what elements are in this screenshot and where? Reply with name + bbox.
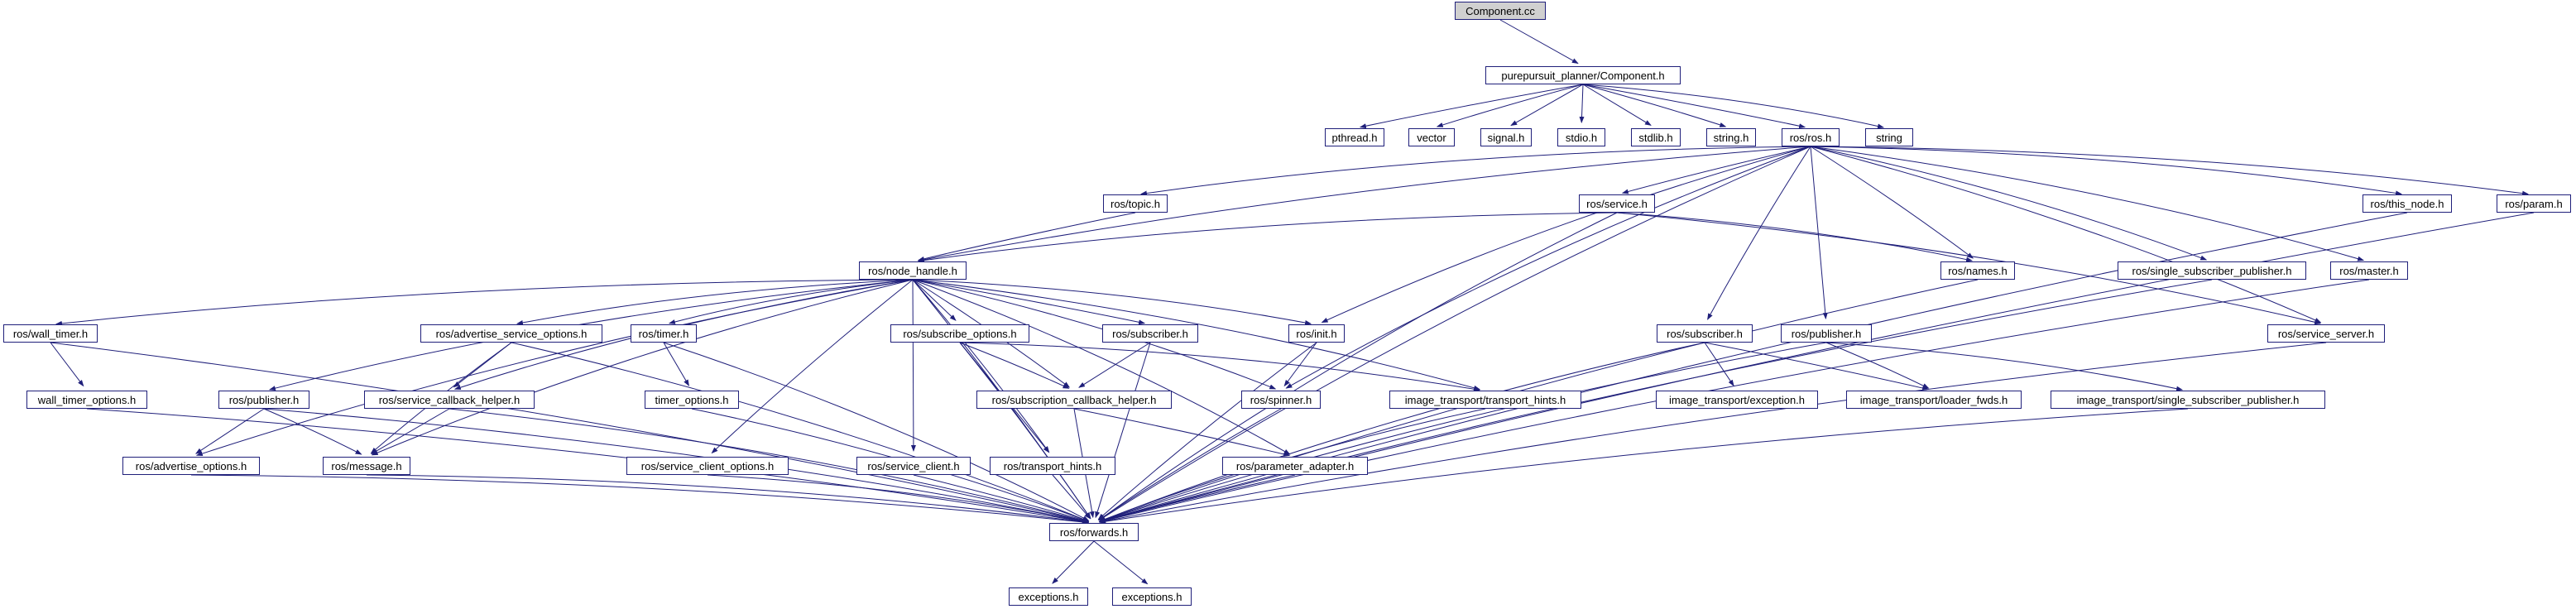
graph-edge <box>264 409 362 454</box>
graph-node-label: ros/topic.h <box>1111 197 1160 210</box>
graph-node-ros-single-sub-pub[interactable] <box>2118 261 2306 280</box>
graph-edge <box>919 213 1617 261</box>
graph-edge <box>1583 84 1651 125</box>
graph-edge <box>1141 146 1811 194</box>
graph-node-ros-service-callback-helper[interactable] <box>364 391 535 409</box>
graph-edge <box>1079 343 1150 387</box>
graph-node-ros-service[interactable] <box>1579 194 1655 213</box>
graph-node-label: stdio.h <box>1565 131 1598 144</box>
graph-edge <box>1811 146 2320 323</box>
graph-edge <box>1811 146 2401 194</box>
graph-edge <box>960 343 1480 390</box>
graph-node-ros-publisher2[interactable] <box>1781 324 1872 343</box>
graph-node-it-single-sub-pub[interactable] <box>2051 391 2325 409</box>
graph-edge <box>1623 146 1811 193</box>
graph-node-label: ros/publisher.h <box>228 393 300 406</box>
graph-node-label: stdlib.h <box>1638 131 1673 144</box>
graph-edge <box>913 280 1290 454</box>
graph-edge <box>1705 343 1734 386</box>
graph-edge <box>960 343 1091 518</box>
graph-node-label: ros/message.h <box>331 459 402 472</box>
graph-edge <box>1500 20 1578 64</box>
graph-edge <box>1074 409 1289 456</box>
graph-node-label: ros/transport_hints.h <box>1003 459 1102 472</box>
graph-node-label: image_transport/loader_fwds.h <box>1859 393 2008 406</box>
graph-node-timer-options[interactable] <box>645 391 739 409</box>
graph-edge <box>1811 146 1973 258</box>
graph-node-ros-topic[interactable] <box>1103 194 1168 213</box>
graph-node-label: ros/service_client_options.h <box>640 459 775 472</box>
graph-node-string[interactable] <box>1865 128 1913 146</box>
graph-edge <box>913 280 914 451</box>
graph-node-stdio[interactable] <box>1557 128 1605 146</box>
graph-node-label: string.h <box>1713 131 1749 144</box>
graph-edge <box>1811 146 2206 260</box>
graph-node-label: image_transport/single_subscriber_publisher.h <box>2076 393 2300 406</box>
graph-edge <box>913 280 1311 324</box>
graph-edge <box>913 280 1049 453</box>
graph-node-ros-service-client[interactable] <box>856 457 971 475</box>
graph-node-label: ros/subscriber.h <box>1667 327 1743 340</box>
graph-node-ros-subscriber2[interactable] <box>1657 324 1753 343</box>
graph-node-label: ros/node_handle.h <box>868 264 957 277</box>
graph-node-ros-advertise-service-options[interactable] <box>420 324 602 343</box>
graph-edge <box>367 475 1088 523</box>
graph-node-label: exceptions.h <box>1121 590 1182 603</box>
graph-node-stdlib[interactable] <box>1631 128 1681 146</box>
graph-node-label: ros/subscriber.h <box>1112 327 1188 340</box>
graph-edge <box>50 343 1088 522</box>
graph-edge <box>191 475 1088 523</box>
graph-edge <box>196 409 264 453</box>
graph-edge <box>1053 541 1094 583</box>
graph-edge <box>1098 343 1317 520</box>
graph-node-label: image_transport/exception.h <box>1668 393 1806 406</box>
graph-node-label: wall_timer_options.h <box>37 393 137 406</box>
graph-node-label: ros/single_subscriber_publisher.h <box>2132 264 2292 277</box>
graph-node-ros-publisher[interactable] <box>218 391 309 409</box>
graph-edge <box>1100 343 1705 521</box>
graph-node-label: ros/ros.h <box>1789 131 1832 144</box>
graph-edge <box>1811 146 2363 261</box>
graph-edge <box>372 409 449 453</box>
graph-node-wall-timer-options[interactable] <box>26 391 147 409</box>
graph-edge <box>1100 343 2326 522</box>
graph-node-it-transport-hints[interactable] <box>1389 391 1581 409</box>
graph-node-label: ros/service_server.h <box>2277 327 2375 340</box>
graph-node-label: ros/publisher.h <box>1791 327 1862 340</box>
graph-node-ros-node-handle[interactable] <box>859 261 967 280</box>
graph-node-label: exceptions.h <box>1018 590 1079 603</box>
graph-edge <box>1581 84 1583 122</box>
graph-node-ros-names[interactable] <box>1940 261 2015 280</box>
graph-edge <box>1826 343 1929 388</box>
graph-node-label: ros/advertise_options.h <box>135 459 247 472</box>
graph-node-it-loader-fwds[interactable] <box>1846 391 2022 409</box>
graph-node-ros-subscribe-options[interactable] <box>890 324 1029 343</box>
graph-edge <box>913 280 956 320</box>
graph-node-ros-master[interactable] <box>2330 261 2408 280</box>
graph-node-label: image_transport/transport_hints.h <box>1404 393 1566 406</box>
graph-edge <box>1583 84 1725 127</box>
graph-edge <box>1708 146 1811 319</box>
graph-node-ros-forwards[interactable] <box>1049 523 1139 541</box>
graph-node-label: ros/service.h <box>1586 197 1648 210</box>
graph-node-label: ros/timer.h <box>638 327 689 340</box>
graph-edge <box>1705 343 1928 390</box>
graph-edge <box>1811 146 2528 194</box>
graph-node-label: ros/service_callback_helper.h <box>378 393 520 406</box>
graph-node-ros-ros[interactable] <box>1782 128 1840 146</box>
graph-edge <box>50 343 84 386</box>
graph-edge <box>960 343 1069 388</box>
graph-edge <box>914 475 1088 521</box>
graph-edge <box>1053 475 1090 519</box>
graph-node-label: ros/param.h <box>2505 197 2563 210</box>
graph-edge <box>1100 213 2534 522</box>
graph-node-ros-service-server[interactable] <box>2267 324 2385 343</box>
graph-node-label: ros/parameter_adapter.h <box>1235 459 1355 472</box>
graph-node-label: ros/forwards.h <box>1059 525 1129 539</box>
graph-node-label: ros/subscribe_options.h <box>903 327 1017 340</box>
graph-node-label: Component.cc <box>1465 4 1535 17</box>
graph-node-label: ros/service_client.h <box>867 459 960 472</box>
graph-edge <box>1100 213 2407 521</box>
graph-node-label: signal.h <box>1487 131 1525 144</box>
graph-edge <box>1583 84 1805 127</box>
graph-node-ros-subscriber[interactable] <box>1102 324 1198 343</box>
graph-edge <box>372 280 913 455</box>
graph-node-purepursuit[interactable] <box>1485 66 1681 84</box>
graph-edge <box>1617 213 1972 261</box>
graph-edge <box>1094 541 1148 584</box>
graph-node-label: ros/wall_timer.h <box>12 327 89 340</box>
graph-edge <box>1360 84 1583 127</box>
graph-node-label: ros/init.h <box>1296 327 1337 340</box>
graph-node-ros-timer[interactable] <box>631 324 697 343</box>
graph-node-label: ros/advertise_service_options.h <box>435 327 588 340</box>
graph-edge <box>1511 84 1583 126</box>
graph-node-ros-advertise-options[interactable] <box>122 457 260 475</box>
graph-node-component-cc[interactable] <box>1455 2 1546 20</box>
graph-node-label: timer_options.h <box>655 393 729 406</box>
graph-node-label: ros/subscription_callback_helper.h <box>991 393 1157 406</box>
graph-node-ros-this-node[interactable] <box>2363 194 2452 213</box>
graph-node-label: pthread.h <box>1331 131 1378 144</box>
graph-edge <box>669 280 913 324</box>
graph-edge <box>1322 146 1811 323</box>
graph-edge <box>664 343 688 386</box>
graph-node-vector[interactable] <box>1408 128 1455 146</box>
graph-node-ros-param[interactable] <box>2497 194 2571 213</box>
graph-node-label: ros/this_node.h <box>2370 197 2444 210</box>
graph-node-label: string <box>1876 131 1902 144</box>
graph-node-string-h[interactable] <box>1706 128 1756 146</box>
graph-edge <box>197 280 913 455</box>
graph-edge <box>919 213 1135 261</box>
graph-node-label: purepursuit_planner/Component.h <box>1501 69 1665 82</box>
graph-edge <box>1100 475 1295 521</box>
graph-node-ros-init[interactable] <box>1288 324 1345 343</box>
graph-node-ros-subscription-callback-helper[interactable] <box>976 391 1172 409</box>
graph-node-ros-transport-hints[interactable] <box>990 457 1115 475</box>
graph-node-it-exception[interactable] <box>1656 391 1818 409</box>
graph-edge <box>511 343 1088 521</box>
graph-node-label: ros/master.h <box>2339 264 2399 277</box>
graph-edge <box>1100 343 1826 521</box>
graph-edge <box>712 280 913 453</box>
graph-edge <box>1583 84 1883 127</box>
graph-node-label: ros/spinner.h <box>1250 393 1312 406</box>
graph-node-label: ros/names.h <box>1948 264 2008 277</box>
graph-edge <box>1286 146 1811 388</box>
graph-node-exceptions2[interactable] <box>1112 587 1192 606</box>
graph-edge <box>1811 146 1825 319</box>
graph-edge <box>919 146 1811 261</box>
graph-edge <box>913 280 1144 324</box>
graph-node-exceptions1[interactable] <box>1009 587 1088 606</box>
graph-node-ros-spinner[interactable] <box>1241 391 1321 409</box>
graph-edge <box>1096 343 1150 517</box>
graph-node-ros-service-client-options[interactable] <box>626 457 789 475</box>
graph-edge <box>1826 343 2182 390</box>
graph-edge <box>454 343 511 387</box>
graph-node-label: vector <box>1417 131 1446 144</box>
graph-edge <box>708 475 1088 522</box>
graph-edge <box>56 280 913 324</box>
graph-node-ros-parameter-adapter[interactable] <box>1222 457 1368 475</box>
graph-node-ros-message[interactable] <box>323 457 410 475</box>
graph-edge <box>664 343 1089 520</box>
graph-node-ros-wall-timer[interactable] <box>3 324 98 343</box>
graph-edge <box>517 280 913 324</box>
graph-edge <box>1284 343 1317 386</box>
graph-node-signal[interactable] <box>1480 128 1532 146</box>
graph-node-pthread[interactable] <box>1325 128 1384 146</box>
graph-edge <box>1437 84 1583 127</box>
